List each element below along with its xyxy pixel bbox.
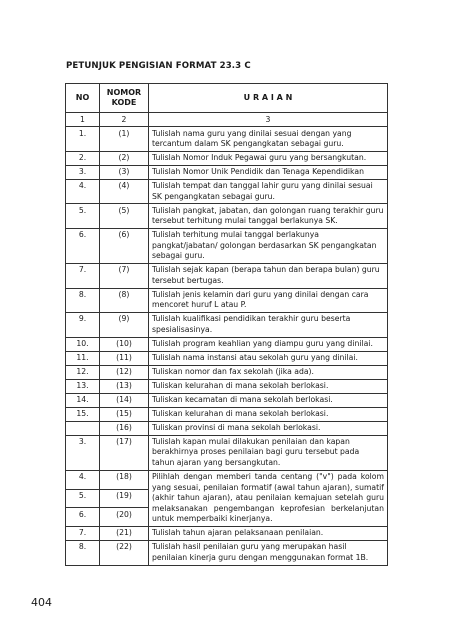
- header-no: NO: [66, 84, 100, 113]
- row-description: Tulislah sejak kapan (berapa tahun dan berapa bulan) guru tersebut bertugas.: [149, 264, 388, 289]
- row-code: (15): [100, 407, 149, 421]
- row-code: (13): [100, 379, 149, 393]
- row-code: (9): [100, 313, 149, 338]
- table-row: [66, 151, 388, 165]
- row-number: 3.: [66, 165, 100, 179]
- row-description: Tuliskan kelurahan di mana sekolah berlokasi.: [149, 407, 388, 421]
- row-code: (3): [100, 165, 149, 179]
- row-number: 9.: [66, 313, 100, 338]
- header-kode: NOMOR KODE: [100, 84, 149, 113]
- table-row: [66, 165, 388, 179]
- row-description: Tulislah tempat dan tanggal lahir guru yang dinilai sesuai SK pengangkatan sebagai guru.: [149, 179, 388, 204]
- row-code: (22): [100, 541, 149, 566]
- row-number: 6.: [66, 228, 100, 263]
- table-row: [66, 435, 388, 470]
- row-description: Tuliskan nomor dan fax sekolah (jika ada).: [149, 365, 388, 379]
- table-row: [66, 470, 388, 489]
- row-number: 3.: [66, 435, 100, 470]
- row-description: Tulislah kualifikasi pendidikan terakhir guru beserta spesialisasinya.: [149, 313, 388, 338]
- row-description: Tuliskan kelurahan di mana sekolah berlokasi.: [149, 379, 388, 393]
- table-row: [66, 204, 388, 229]
- row-number: 1.: [66, 127, 100, 152]
- row-description: Tuliskan provinsi di mana sekolah berlokasi.: [149, 421, 388, 435]
- row-number: 7.: [66, 527, 100, 541]
- page-heading: PETUNJUK PENGISIAN FORMAT 23.3 C: [66, 61, 251, 71]
- row-description: Tulislah nama guru yang dinilai sesuai dengan yang tercantum dalam SK pengangkatan sebagai guru.: [149, 127, 388, 152]
- row-code: (5): [100, 204, 149, 229]
- row-code: (14): [100, 393, 149, 407]
- instruction-table: [65, 83, 388, 566]
- table-row: [66, 379, 388, 393]
- row-number: 11.: [66, 351, 100, 365]
- row-code: (8): [100, 288, 149, 313]
- row-description: Tulislah Nomor Induk Pegawai guru yang bersangkutan.: [149, 151, 388, 165]
- row-description: Tulislah nama instansi atau sekolah guru yang dinilai.: [149, 351, 388, 365]
- row-code: (1): [100, 127, 149, 152]
- table-row: [66, 127, 388, 152]
- row-code: (17): [100, 435, 149, 470]
- table-row: [66, 527, 388, 541]
- row-description: Tulislah program keahlian yang diampu guru yang dinilai.: [149, 337, 388, 351]
- row-description: Tulislah hasil penilaian guru yang merupakan hasil penilaian kinerja guru dengan menggunakan format 1B.: [149, 541, 388, 566]
- page-number: 404: [31, 596, 52, 609]
- table-row: [66, 313, 388, 338]
- row-description: Tulislah Nomor Unik Pendidik dan Tenaga Kependidikan: [149, 165, 388, 179]
- row-description: Tulislah terhitung mulai tanggal berlakunya pangkat/jabatan/ golongan berdasarkan SK pengangkatan sebagai guru.: [149, 228, 388, 263]
- header-uraian: U R A I A N: [149, 84, 388, 113]
- row-number: 15.: [66, 407, 100, 421]
- row-code: (18): [100, 470, 149, 489]
- row-number: 4.: [66, 470, 100, 489]
- table-row: [66, 351, 388, 365]
- column-number-row: [66, 113, 388, 127]
- row-description: Tulislah kapan mulai dilakukan penilaian dan kapan berakhirnya proses penilaian bagi guru tersebut pada tahun ajaran yang bersangkutan.: [149, 435, 388, 470]
- row-code: (2): [100, 151, 149, 165]
- row-number: 5.: [66, 489, 100, 508]
- table-row: [66, 393, 388, 407]
- merged-description: Pilihlah dengan memberi tanda centang ("v") pada kolom yang sesuai, penilaian formatif (awal tahun ajaran), sumatif (akhir tahun ajaran), atau penilaian kemajuan setelah guru melaksanakan pengembangan keprofesian berkelanjutan untuk memperbaiki kinerjanya.: [149, 470, 388, 526]
- table-row: [66, 365, 388, 379]
- row-code: (11): [100, 351, 149, 365]
- row-code: (19): [100, 489, 149, 508]
- row-code: (20): [100, 508, 149, 527]
- table-row: [66, 264, 388, 289]
- row-description: Tulislah jenis kelamin dari guru yang dinilai dengan cara mencoret huruf L atau P.: [149, 288, 388, 313]
- row-number: 8.: [66, 541, 100, 566]
- row-number: 5.: [66, 204, 100, 229]
- row-number: 13.: [66, 379, 100, 393]
- row-number: 4.: [66, 179, 100, 204]
- row-code: (7): [100, 264, 149, 289]
- row-description: Tulislah pangkat, jabatan, dan golongan ruang terakhir guru tersebut terhitung mulai tanggal berlakunya SK.: [149, 204, 388, 229]
- row-code: (12): [100, 365, 149, 379]
- table-row: [66, 421, 388, 435]
- table-row: [66, 288, 388, 313]
- row-code: (16): [100, 421, 149, 435]
- row-description: Tuliskan kecamatan di mana sekolah berlokasi.: [149, 393, 388, 407]
- row-code: (4): [100, 179, 149, 204]
- row-number: [66, 421, 100, 435]
- table-row: [66, 541, 388, 566]
- row-number: 8.: [66, 288, 100, 313]
- colnum-3: 3: [149, 113, 388, 127]
- row-number: 6.: [66, 508, 100, 527]
- row-number: 14.: [66, 393, 100, 407]
- table-row: [66, 337, 388, 351]
- table-header-row: [66, 84, 388, 113]
- colnum-1: 1: [66, 113, 100, 127]
- row-number: 2.: [66, 151, 100, 165]
- row-number: 10.: [66, 337, 100, 351]
- row-description: Tulislah tahun ajaran pelaksanaan penilaian.: [149, 527, 388, 541]
- row-number: 12.: [66, 365, 100, 379]
- table-row: [66, 179, 388, 204]
- table-row: [66, 407, 388, 421]
- row-code: (6): [100, 228, 149, 263]
- row-code: (10): [100, 337, 149, 351]
- row-code: (21): [100, 527, 149, 541]
- colnum-2: 2: [100, 113, 149, 127]
- row-number: 7.: [66, 264, 100, 289]
- table-row: [66, 228, 388, 263]
